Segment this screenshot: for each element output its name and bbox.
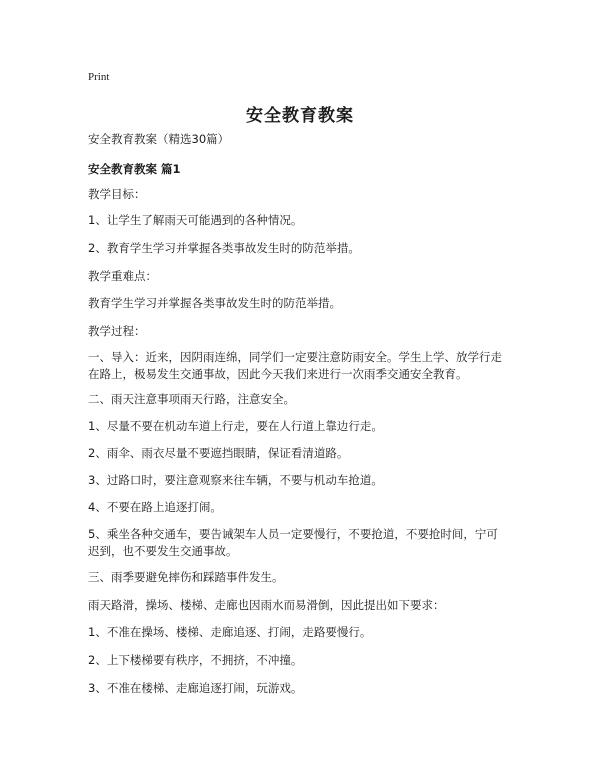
paragraph: 2、上下楼梯要有秩序，不拥挤，不冲撞。 [88,653,303,667]
paragraph: 3、过路口时，要注意观察来往车辆，不要与机动车抢道。 [88,473,383,487]
print-label: Print [88,71,110,83]
paragraph: 二、雨天注意事项雨天行路，注意安全。 [88,392,295,406]
paragraph: 2、教育学生学习并掌握各类事故发生时的防范举措。 [88,241,360,255]
paragraph: 1、不准在操场、楼梯、走廊追逐、打闹，走路要慢行。 [88,625,372,639]
paragraph: 一、导入：近来，因阴雨连绵，同学们一定要注意防雨安全。学生上学、放学行走 [88,350,502,364]
paragraph: 1、尽量不要在机动车道上行走，要在人行道上靠边行走。 [88,419,383,433]
paragraph-continuation: 迟到，也不要发生交通事故。 [88,544,238,558]
paragraph-continuation: 在路上，极易发生交通事故，因此今天我们来进行一次雨季交通安全教育。 [88,367,468,381]
paragraph: 教学过程： [88,324,146,338]
paragraph: 4、不要在路上追逐打闹。 [88,500,222,514]
paragraph: 三、雨季要避免摔伤和踩踏事件发生。 [88,570,284,584]
paragraph: 2、雨伞、雨衣尽量不要遮挡眼睛，保证看清道路。 [88,446,349,460]
paragraph: 教育学生学习并掌握各类事故发生时的防范举措。 [88,296,341,310]
paragraph: 雨天路滑，操场、楼梯、走廊也因雨水而易滑倒，因此提出如下要求： [88,598,445,612]
paragraph: 1、让学生了解雨天可能遇到的各种情况。 [88,213,303,227]
document-title: 安全教育教案 [246,106,354,126]
paragraph: 教学重难点： [88,269,157,283]
section-heading: 安全教育教案 篇1 [88,162,181,176]
paragraph: 5、乘坐各种交通车，要告诫架车人员一定要慢行，不要抢道，不要抢时间，宁可 [88,527,498,541]
paragraph: 3、不准在楼梯、走廊追逐打闹，玩游戏。 [88,681,303,695]
paragraph: 教学目标： [88,187,146,201]
document-subtitle: 安全教育教案（精选30篇） [88,132,230,146]
